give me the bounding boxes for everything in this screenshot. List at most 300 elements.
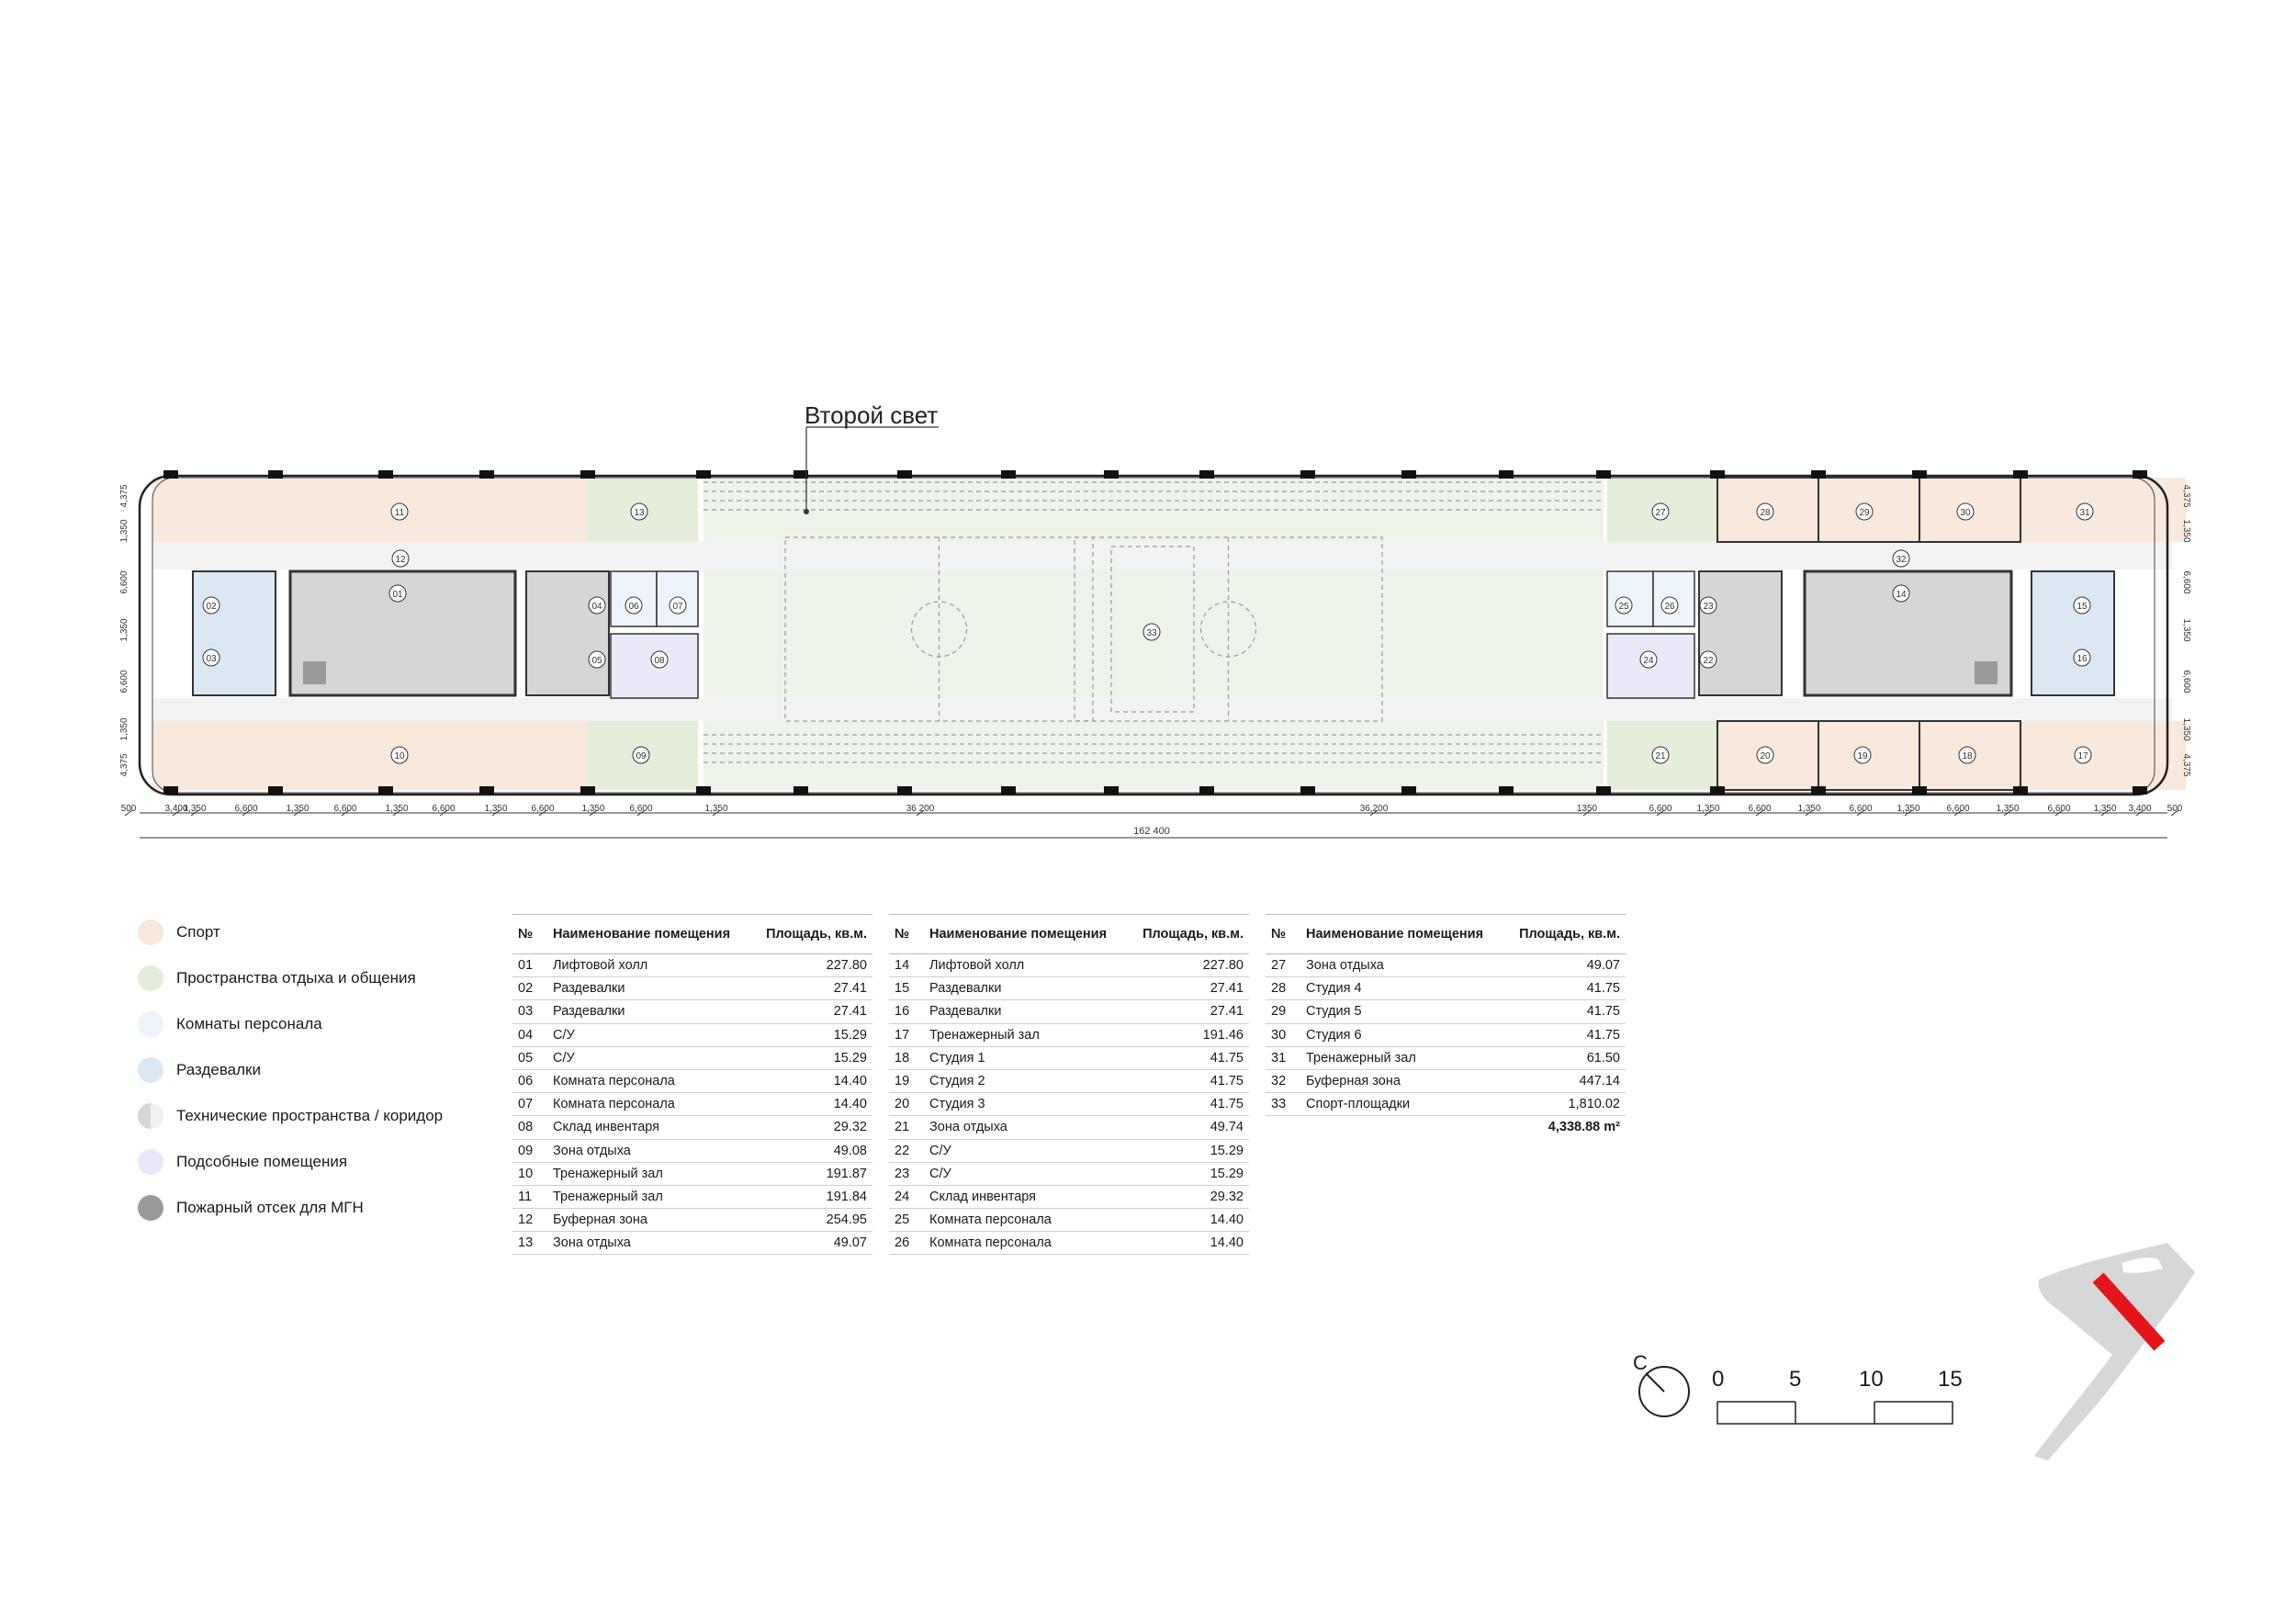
- dimension-label: 1,350: [1996, 804, 2020, 814]
- dimension-label: 6,600: [432, 804, 456, 814]
- header-area: Площадь, кв.м.: [1128, 915, 1249, 954]
- room-name: Буферная зона: [1300, 1069, 1504, 1092]
- room-number: 09: [512, 1139, 547, 1162]
- room-number: 32: [1266, 1069, 1300, 1092]
- column-bottom-13: [1499, 786, 1514, 795]
- table-row: [1266, 977, 1626, 1000]
- room-number: 18: [889, 1046, 924, 1069]
- dimension-label: 1,350: [385, 804, 409, 814]
- column-top-2: [378, 470, 393, 479]
- column-bottom-14: [1596, 786, 1611, 795]
- table-row: [512, 1046, 872, 1069]
- room-name: Зона отдыха: [547, 1139, 751, 1162]
- left-dimension-label: 6,600: [119, 570, 129, 594]
- column-bottom-6: [793, 786, 808, 795]
- dimension-label: 1,350: [484, 804, 508, 814]
- table-row: [512, 977, 872, 1000]
- room-number: 24: [889, 1185, 924, 1208]
- scale-bar-graphic: [1716, 1394, 1991, 1431]
- column-bottom-4: [580, 786, 595, 795]
- room-number-label: 21: [1655, 751, 1666, 761]
- room-area: 227.80: [1128, 954, 1249, 977]
- table-row: [889, 1209, 1249, 1232]
- room-number-label: 28: [1760, 508, 1771, 518]
- room-name: Буферная зона: [547, 1209, 751, 1232]
- column-top-11: [1300, 470, 1315, 479]
- column-bottom-18: [2013, 786, 2028, 795]
- right-dimension-label: 1,350: [2181, 519, 2191, 543]
- header-num: №: [1266, 915, 1300, 954]
- table-row: [1266, 1046, 1626, 1069]
- legend-swatch-sport: [138, 919, 163, 945]
- room-name: Комната персонала: [924, 1232, 1128, 1255]
- legend-swatch-relax: [138, 965, 163, 991]
- room-number: 28: [1266, 977, 1300, 1000]
- room-name: С/У: [924, 1162, 1128, 1185]
- dimension-label: 36 200: [906, 804, 935, 814]
- lockers-left: [193, 571, 276, 695]
- dimension-label: 1,350: [1896, 804, 1920, 814]
- table-row: [889, 1046, 1249, 1069]
- room-table-1: [512, 914, 872, 1255]
- column-top-13: [1499, 470, 1514, 479]
- scale-label: 5: [1789, 1367, 1802, 1392]
- room-number: 13: [512, 1232, 547, 1255]
- column-bottom-12: [1401, 786, 1416, 795]
- north-compass: [1633, 1351, 1692, 1419]
- table-row: [512, 954, 872, 977]
- dimension-label: 3,400: [2128, 804, 2152, 814]
- table-row: [512, 1232, 872, 1255]
- legend-item-relax: [138, 964, 416, 992]
- zone-gym-10: [152, 721, 588, 790]
- table-row: [1266, 1023, 1626, 1046]
- room-area: 49.08: [751, 1139, 872, 1162]
- room-area: 29.32: [1128, 1185, 1249, 1208]
- room-number-label: 32: [1896, 555, 1907, 565]
- table-row: [1266, 1069, 1626, 1092]
- table-row: [1266, 1093, 1626, 1116]
- room-number-label: 17: [2077, 751, 2088, 761]
- room-number-label: 33: [1146, 628, 1157, 638]
- table-row: [889, 1023, 1249, 1046]
- room-number: 17: [889, 1023, 924, 1046]
- room-number-label: 25: [1618, 602, 1629, 612]
- room-area: 254.95: [751, 1209, 872, 1232]
- table-row: [889, 1185, 1249, 1208]
- column-bottom-19: [2133, 786, 2147, 795]
- legend-item-tech: [138, 1102, 443, 1130]
- room-number-label: 24: [1643, 656, 1654, 666]
- left-dimension-label: 1,350: [119, 717, 129, 741]
- compass-letter: С: [1633, 1351, 1648, 1374]
- dimension-label: 1,350: [581, 804, 605, 814]
- room-area: 27.41: [1128, 977, 1249, 1000]
- left-dimension-label: 4,375: [119, 753, 129, 777]
- header-name: Наименование помещения: [924, 915, 1128, 954]
- table-row: [512, 1069, 872, 1092]
- column-bottom-8: [1001, 786, 1016, 795]
- wc-left: [526, 571, 609, 695]
- column-bottom-15: [1710, 786, 1725, 795]
- dimension-label: 6,600: [1748, 804, 1772, 814]
- column-top-9: [1104, 470, 1119, 479]
- room-area: 15.29: [751, 1046, 872, 1069]
- table-row: [889, 977, 1249, 1000]
- legend-label: Раздевалки: [176, 1061, 261, 1078]
- column-top-3: [479, 470, 494, 479]
- header-name: Наименование помещения: [1300, 915, 1504, 954]
- room-number: 22: [889, 1139, 924, 1162]
- room-number-label: 15: [2077, 602, 2088, 612]
- header-num: №: [889, 915, 924, 954]
- zone-gym-11: [152, 478, 588, 542]
- column-top-0: [163, 470, 178, 479]
- total-row: [1266, 1116, 1626, 1139]
- zone-gym-17: [2020, 721, 2186, 790]
- room-area: 41.75: [1128, 1046, 1249, 1069]
- room-number: 05: [512, 1046, 547, 1069]
- table-header-row: [889, 915, 1249, 954]
- table-row: [512, 1185, 872, 1208]
- dimension-label: 1350: [1576, 804, 1598, 814]
- column-top-4: [580, 470, 595, 479]
- column-bottom-0: [163, 786, 178, 795]
- column-top-16: [1811, 470, 1826, 479]
- right-dimension-label: 6,600: [2181, 570, 2191, 594]
- room-number-label: 26: [1664, 602, 1675, 612]
- legend-swatch-storage: [138, 1149, 163, 1175]
- room-number: 14: [889, 954, 924, 977]
- room-number: 10: [512, 1162, 547, 1185]
- room-number-label: 16: [2077, 654, 2088, 664]
- room-number: 31: [1266, 1046, 1300, 1069]
- legend-item-sport: [138, 919, 220, 946]
- room-name: С/У: [547, 1046, 751, 1069]
- room-number-label: 03: [206, 654, 217, 664]
- table-row: [889, 1000, 1249, 1023]
- table-row: [512, 1139, 872, 1162]
- dimension-label: 6,600: [1946, 804, 1970, 814]
- room-name: Студия 2: [924, 1069, 1128, 1092]
- table-row: [889, 1093, 1249, 1116]
- room-number-label: 20: [1760, 751, 1771, 761]
- room-name: Студия 1: [924, 1046, 1128, 1069]
- room-name: Комната персонала: [547, 1093, 751, 1116]
- room-number: 03: [512, 1000, 547, 1023]
- room-number: 21: [889, 1116, 924, 1139]
- room-area: 41.75: [1504, 1023, 1626, 1046]
- room-area: 14.40: [751, 1069, 872, 1092]
- header-area: Площадь, кв.м.: [1504, 915, 1626, 954]
- column-top-14: [1596, 470, 1611, 479]
- room-number-label: 09: [636, 751, 647, 761]
- legend-item-mgn: [138, 1194, 364, 1222]
- room-number: 16: [889, 1000, 924, 1023]
- room-number: 19: [889, 1069, 924, 1092]
- room-number-label: 06: [628, 602, 639, 612]
- column-bottom-1: [268, 786, 283, 795]
- room-name: Зона отдыха: [924, 1116, 1128, 1139]
- room-area: 191.84: [751, 1185, 872, 1208]
- dimension-label: 36,200: [1359, 804, 1389, 814]
- room-area: 49.07: [751, 1232, 872, 1255]
- table-row: [889, 1162, 1249, 1185]
- room-area: 227.80: [751, 954, 872, 977]
- room-number-label: 05: [591, 656, 602, 666]
- room-area: 15.29: [1128, 1162, 1249, 1185]
- room-number: 23: [889, 1162, 924, 1185]
- dimension-label: 1,350: [1797, 804, 1821, 814]
- scale-label: 0: [1712, 1367, 1725, 1392]
- column-top-5: [696, 470, 711, 479]
- header-name: Наименование помещения: [547, 915, 751, 954]
- column-top-10: [1199, 470, 1214, 479]
- table-row: [512, 1116, 872, 1139]
- room-name: Раздевалки: [924, 1000, 1128, 1023]
- dimension-label: 1,350: [2093, 804, 2117, 814]
- column-top-7: [897, 470, 912, 479]
- column-top-15: [1710, 470, 1725, 479]
- mgn-right: [1975, 661, 1998, 684]
- legend-swatch-tech: [138, 1103, 163, 1129]
- room-number-label: 18: [1962, 751, 1973, 761]
- callout-dot: [804, 509, 809, 514]
- room-number: 15: [889, 977, 924, 1000]
- header-num: №: [512, 915, 547, 954]
- room-area: 29.32: [751, 1116, 872, 1139]
- room-number-label: 29: [1859, 508, 1870, 518]
- room-number: 20: [889, 1093, 924, 1116]
- dimension-label: 6,600: [234, 804, 258, 814]
- table-row: [889, 1232, 1249, 1255]
- scale-bar: [1712, 1367, 1991, 1431]
- room-name: Комната персонала: [924, 1209, 1128, 1232]
- room-number-label: 22: [1703, 656, 1714, 666]
- table-header-row: [512, 915, 872, 954]
- dimension-label: 6,600: [531, 804, 555, 814]
- room-number: 01: [512, 954, 547, 977]
- room-number-label: 02: [206, 602, 217, 612]
- legend-swatch-staff: [138, 1011, 163, 1037]
- dimension-label: 1,350: [704, 804, 728, 814]
- room-number-label: 27: [1655, 508, 1666, 518]
- room-number: 08: [512, 1116, 547, 1139]
- column-bottom-7: [897, 786, 912, 795]
- room-area: 191.87: [751, 1162, 872, 1185]
- right-dimension-label: 6,600: [2181, 670, 2191, 694]
- total-area: 4,338.88 m²: [1548, 1120, 1620, 1135]
- room-number-label: 08: [654, 656, 665, 666]
- column-bottom-2: [378, 786, 393, 795]
- column-bottom-5: [696, 786, 711, 795]
- room-area: 27.41: [751, 977, 872, 1000]
- room-name: Тренажерный зал: [924, 1023, 1128, 1046]
- table-row: [889, 1139, 1249, 1162]
- room-area: 15.29: [1128, 1139, 1249, 1162]
- room-area: 41.75: [1128, 1093, 1249, 1116]
- room-number: 06: [512, 1069, 547, 1092]
- room-table-2: [889, 914, 1249, 1255]
- dimension-label: 6,600: [1849, 804, 1873, 814]
- room-area: 14.40: [751, 1093, 872, 1116]
- right-dimension-label: 4,375: [2181, 753, 2191, 777]
- room-number: 30: [1266, 1023, 1300, 1046]
- dimension-label: 1,350: [286, 804, 310, 814]
- scale-label: 15: [1938, 1367, 1963, 1392]
- room-name: Склад инвентаря: [924, 1185, 1128, 1208]
- left-dimension-label: 4,375: [119, 484, 129, 508]
- left-dimension-label: 1,350: [119, 519, 129, 543]
- room-number-label: 07: [672, 602, 683, 612]
- room-area: 1,810.02: [1504, 1093, 1626, 1116]
- room-number: 26: [889, 1232, 924, 1255]
- column-top-19: [2133, 470, 2147, 479]
- table-row: [512, 1209, 872, 1232]
- column-top-17: [1912, 470, 1927, 479]
- room-number-label: 30: [1960, 508, 1971, 518]
- room-name: Студия 6: [1300, 1023, 1504, 1046]
- room-name: Зона отдыха: [1300, 954, 1504, 977]
- room-number: 29: [1266, 1000, 1300, 1023]
- dimension-label: 1,350: [183, 804, 207, 814]
- room-number-label: 13: [634, 508, 645, 518]
- legend-label: Пространства отдыха и общения: [176, 969, 416, 987]
- room-area: 27.41: [1128, 1000, 1249, 1023]
- table-row: [889, 1116, 1249, 1139]
- room-name: Комната персонала: [547, 1069, 751, 1092]
- column-bottom-9: [1104, 786, 1119, 795]
- legend-swatch-mgn: [138, 1195, 163, 1221]
- column-top-18: [2013, 470, 2028, 479]
- room-name: Склад инвентаря: [547, 1116, 751, 1139]
- room-number: 07: [512, 1093, 547, 1116]
- room-number: 27: [1266, 954, 1300, 977]
- dimension-label: 6,600: [1649, 804, 1672, 814]
- room-name: Студия 3: [924, 1093, 1128, 1116]
- room-area: 447.14: [1504, 1069, 1626, 1092]
- legend-label: Технические пространства / коридор: [176, 1107, 444, 1124]
- room-area: 14.40: [1128, 1209, 1249, 1232]
- overall-dimension-label: 162 400: [1133, 826, 1170, 837]
- room-number: 12: [512, 1209, 547, 1232]
- column-top-8: [1001, 470, 1016, 479]
- header-area: Площадь, кв.м.: [751, 915, 872, 954]
- room-table-3: [1266, 914, 1626, 1139]
- column-top-1: [268, 470, 283, 479]
- table-row: [1266, 1000, 1626, 1023]
- dimension-label: 6,600: [333, 804, 357, 814]
- dimension-label: 6,600: [2047, 804, 2071, 814]
- room-number: 11: [512, 1185, 547, 1208]
- room-number-label: 14: [1896, 590, 1907, 600]
- room-name: Раздевалки: [924, 977, 1128, 1000]
- room-area: 49.74: [1128, 1116, 1249, 1139]
- column-top-12: [1401, 470, 1416, 479]
- dimension-label: 6,600: [629, 804, 653, 814]
- room-name: Лифтовой холл: [547, 954, 751, 977]
- room-name: Тренажерный зал: [1300, 1046, 1504, 1069]
- legend-label: Комнаты персонала: [176, 1015, 322, 1032]
- room-area: 41.75: [1128, 1069, 1249, 1092]
- room-name: Студия 5: [1300, 1000, 1504, 1023]
- room-name: С/У: [924, 1139, 1128, 1162]
- left-dimension-label: 1,350: [119, 618, 129, 642]
- legend-swatch-locker: [138, 1057, 163, 1083]
- room-number: 02: [512, 977, 547, 1000]
- table-row: [512, 1162, 872, 1185]
- dimension-label: 3,400: [164, 804, 188, 814]
- table-row: [1266, 954, 1626, 977]
- buffer-corridor-bottom: [152, 698, 2173, 721]
- column-bottom-11: [1300, 786, 1315, 795]
- table-header-row: [1266, 915, 1626, 954]
- room-number: 04: [512, 1023, 547, 1046]
- legend-item-staff: [138, 1010, 322, 1038]
- mgn-left: [303, 661, 326, 684]
- staff-25: [1607, 571, 1653, 626]
- room-name: Лифтовой холл: [924, 954, 1128, 977]
- column-bottom-3: [479, 786, 494, 795]
- column-bottom-17: [1912, 786, 1927, 795]
- room-number: 33: [1266, 1093, 1300, 1116]
- room-name: Зона отдыха: [547, 1232, 751, 1255]
- dimension-label: 500: [120, 804, 137, 814]
- room-area: 27.41: [751, 1000, 872, 1023]
- room-number-label: 31: [2079, 508, 2090, 518]
- wc-right: [1699, 571, 1782, 695]
- left-dimension-label: 6,600: [119, 670, 129, 694]
- room-name: Раздевалки: [547, 977, 751, 1000]
- room-name: С/У: [547, 1023, 751, 1046]
- legend-label: Спорт: [176, 923, 220, 941]
- room-area: 49.07: [1504, 954, 1626, 977]
- dimension-label: 1,350: [1696, 804, 1720, 814]
- room-name: Спорт-площадки: [1300, 1093, 1504, 1116]
- room-area: 191.46: [1128, 1023, 1249, 1046]
- room-area: 41.75: [1504, 1000, 1626, 1023]
- lockers-right: [2032, 571, 2114, 695]
- room-area: 14.40: [1128, 1232, 1249, 1255]
- legend-item-locker: [138, 1056, 261, 1084]
- column-bottom-16: [1811, 786, 1826, 795]
- table-row: [512, 1000, 872, 1023]
- room-number-label: 12: [395, 555, 406, 565]
- room-number-label: 11: [394, 508, 405, 518]
- room-number-label: 10: [394, 751, 405, 761]
- room-number-label: 01: [392, 590, 403, 600]
- legend-label: Подсобные помещения: [176, 1153, 348, 1170]
- dimension-label: 500: [2167, 804, 2183, 814]
- table-row: [889, 1069, 1249, 1092]
- room-number-label: 19: [1857, 751, 1868, 761]
- right-dimension-label: 4,375: [2181, 484, 2191, 508]
- right-dimension-label: 1,350: [2181, 618, 2191, 642]
- legend-item-storage: [138, 1148, 347, 1176]
- room-name: Студия 4: [1300, 977, 1504, 1000]
- table-row: [512, 1093, 872, 1116]
- legend-label: Пожарный отсек для МГН: [176, 1199, 364, 1216]
- scale-label: 10: [1859, 1367, 1884, 1392]
- room-name: Тренажерный зал: [547, 1162, 751, 1185]
- room-area: 61.50: [1504, 1046, 1626, 1069]
- room-number-label: 04: [591, 602, 602, 612]
- room-area: 15.29: [751, 1023, 872, 1046]
- room-area: 41.75: [1504, 977, 1626, 1000]
- right-dimension-label: 1,350: [2181, 717, 2191, 741]
- room-name: Раздевалки: [547, 1000, 751, 1023]
- second-light-callout: Второй свет: [805, 401, 939, 429]
